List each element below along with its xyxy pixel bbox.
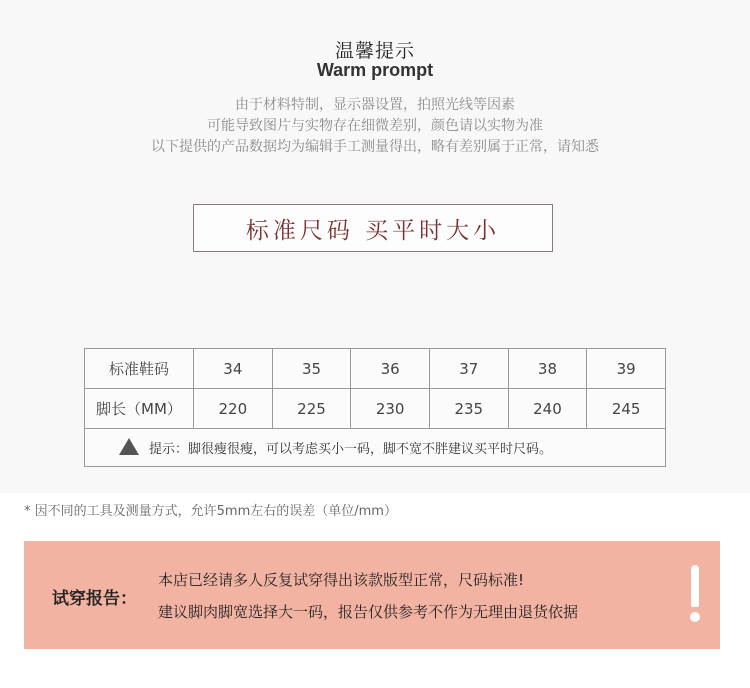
fitting-report-panel bbox=[24, 541, 720, 649]
measurement-error-note: * 因不同的工具及测量方式，允许5mm左右的误差（单位/mm） bbox=[24, 504, 397, 519]
tip-row bbox=[85, 429, 666, 467]
length-cell: 235 bbox=[429, 389, 508, 429]
size-cell: 34 bbox=[194, 349, 273, 389]
table-row bbox=[85, 349, 666, 389]
size-cell: 39 bbox=[587, 349, 666, 389]
length-cell: 240 bbox=[508, 389, 587, 429]
table-row bbox=[85, 389, 666, 429]
title-chinese: 温馨提示 bbox=[334, 40, 415, 62]
length-cell: 220 bbox=[194, 389, 273, 429]
row-header-size: 标准鞋码 bbox=[85, 349, 194, 389]
report-line-2: 建议脚肉脚宽选择大一码，报告仅供参考不作为无理由退货依据 bbox=[158, 603, 579, 621]
standard-size-box: 标准尺码 买平时大小 bbox=[193, 204, 553, 252]
report-line-1: 本店已经请多人反复试穿得出该款版型正常，尺码标准! bbox=[158, 571, 525, 589]
note-line-1: 由于材料特制，显示器设置，拍照光线等因素 bbox=[235, 97, 515, 113]
report-label: 试穿报告： bbox=[52, 589, 137, 609]
note-line-3: 以下提供的产品数据均为编辑手工测量得出，略有差别属于正常，请知悉 bbox=[151, 139, 599, 155]
tip-text: 提示：脚很瘦很瘦，可以考虑买小一码，脚不宽不胖建议买平时尺码。 bbox=[149, 442, 553, 457]
length-cell: 245 bbox=[587, 389, 666, 429]
row-header-length: 脚长（MM） bbox=[85, 389, 194, 429]
note-line-2: 可能导致图片与实物存在细微差别，颜色请以实物为准 bbox=[207, 118, 543, 134]
size-cell: 38 bbox=[508, 349, 587, 389]
length-cell: 225 bbox=[272, 389, 351, 429]
exclamation-icon bbox=[686, 565, 704, 625]
title-english: Warm prompt bbox=[316, 60, 434, 80]
tip-cell bbox=[85, 429, 666, 467]
size-cell: 36 bbox=[351, 349, 430, 389]
size-table bbox=[84, 348, 666, 467]
size-cell: 37 bbox=[429, 349, 508, 389]
warning-triangle-icon bbox=[119, 438, 139, 455]
size-cell: 35 bbox=[272, 349, 351, 389]
length-cell: 230 bbox=[351, 389, 430, 429]
